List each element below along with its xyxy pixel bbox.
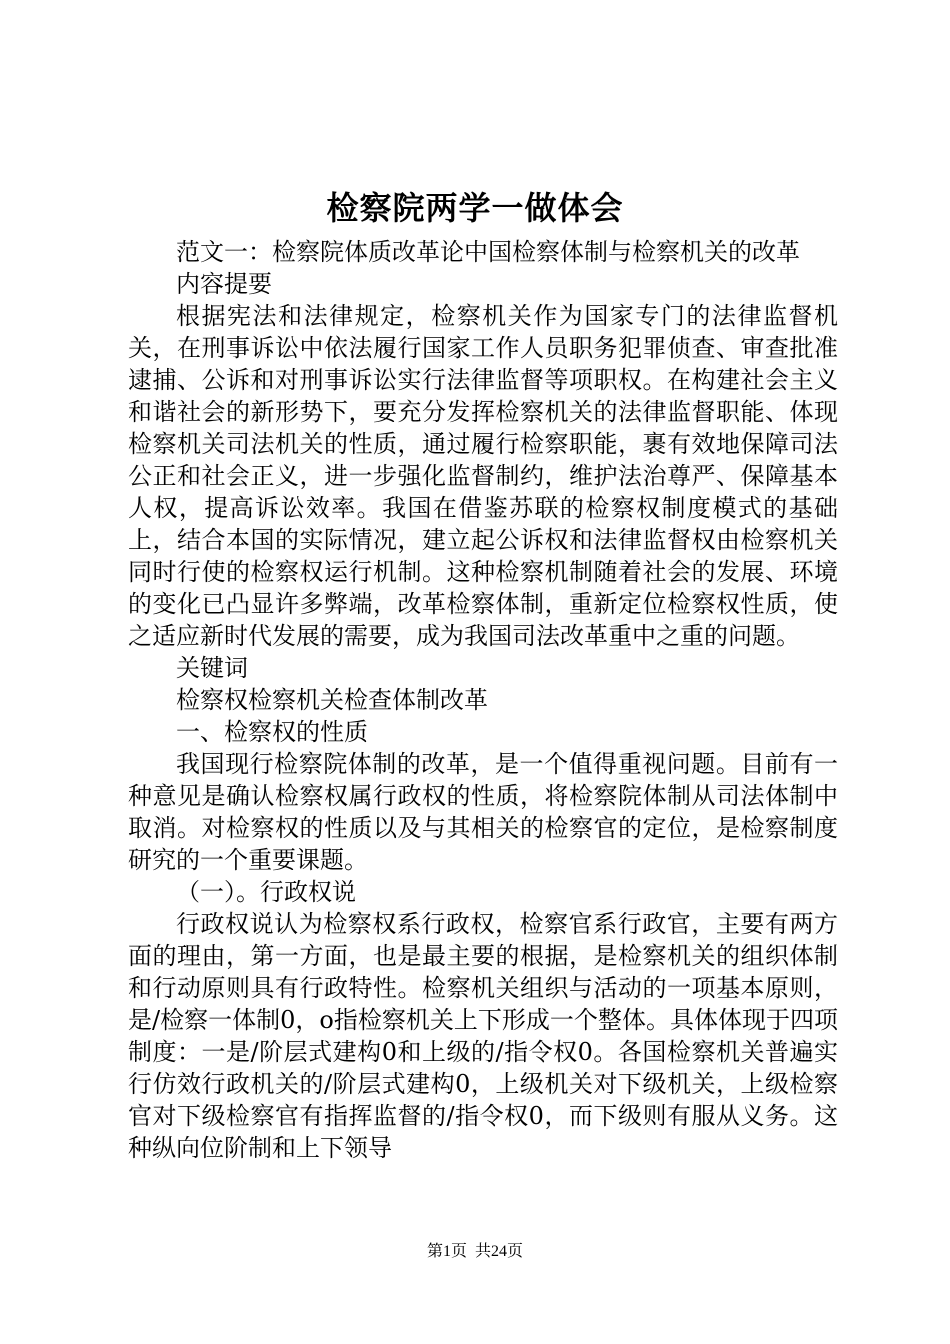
paragraph-keywords-heading: 关键词 xyxy=(176,654,248,682)
paragraph-abstract-heading: 内容提要 xyxy=(176,270,272,298)
paragraph-sample-title: 范文一：检察院体质改革论中国检察体制与检察机关的改革 xyxy=(176,238,800,266)
subsection-heading-1: （一）。行政权说 xyxy=(176,878,356,906)
paragraph-administrative-power: 行政权说认为检察权系行政权，检察官系行政官，主要有两方面的理由，第一方面，也是最主要的根据，是检察机关的组织体制和行动原则具有行政特性。检察机关组织与活动的一项基本原则，是/检察一体制0，o指检察机关上下形成一个整体。具体体现于四项制度：一是/阶层式建构0和上级的/指令权0。各国检察机关普遍实行仿效行政机关的/阶层式建构0，上级机关对下级机关，上级检察官对下级检察官有指挥监督的/指令权0，而下级则有服从义务。这种纵向位阶制和上下领导 xyxy=(128,910,838,1162)
document-body xyxy=(128,236,838,1164)
total-pages: 共24页 xyxy=(475,1243,524,1260)
paragraph-section-1-intro: 我国现行检察院体制的改革，是一个值得重视问题。目前有一种意见是确认检察权属行政权的性质，将检察院体制从司法体制中取消。对检察权的性质以及与其相关的检察官的定位，是检察制度研究的一个重要课题。 xyxy=(128,750,838,874)
page-number: 第1页 xyxy=(426,1243,467,1260)
paragraph-keywords: 检察权检察机关检查体制改革 xyxy=(176,686,488,714)
document-title: 检察院两学一做体会 xyxy=(326,189,624,227)
section-heading-1: 一、检察权的性质 xyxy=(176,718,368,746)
page-footer xyxy=(0,1242,950,1262)
footer-spacer xyxy=(467,1243,475,1260)
paragraph-abstract: 根据宪法和法律规定，检察机关作为国家专门的法律监督机关，在刑事诉讼中依法履行国家工作人员职务犯罪侦查、审查批准逮捕、公诉和对刑事诉讼实行法律监督等项职权。在构建社会主义和谐社会的新形势下，要充分发挥检察机关的法律监督职能、体现检察机关司法机关的性质，通过履行检察职能，裹有效地保障司法公正和社会正义，进一步强化监督制约，维护法治尊严、保障基本人权，提高诉讼效率。我国在借鉴苏联的检察权制度模式的基础上，结合本国的实际情况，建立起公诉权和法律监督权由检察机关同时行使的检察权运行机制。这种检察机制随着社会的发展、环境的变化已凸显许多弊端，改革检察体制，重新定位检察权性质，使之适应新时代发展的需要，成为我国司法改革重中之重的问题。 xyxy=(128,302,838,650)
